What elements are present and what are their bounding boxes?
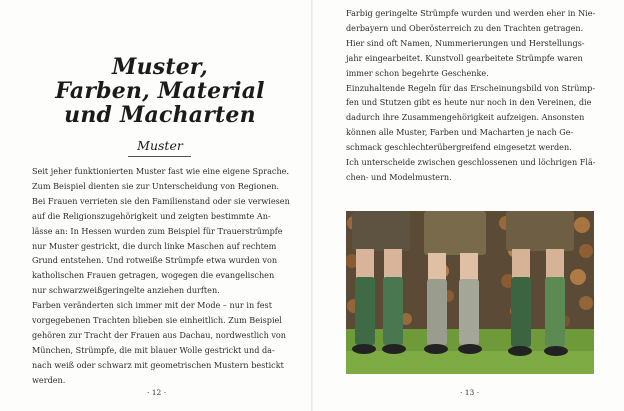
text-line: Ich unterscheide zwischen geschlossenen und löchrigen Flä- [346, 157, 596, 168]
text-line: fen und Stutzen gibt es heute nur noch in den Vereinen, die [346, 97, 592, 108]
sock-light-green [545, 277, 565, 347]
text-line: können alle Muster, Farben und Macharten je nach Ge- [346, 127, 574, 138]
heading-underline [128, 156, 191, 157]
sock-green [355, 277, 375, 345]
left-page [0, 0, 311, 411]
title-line: und Macharten [64, 102, 256, 128]
page-number-left: · 12 · [147, 388, 167, 397]
text-line: katholischen Frauen getragen, wogegen die evangelischen [32, 270, 275, 281]
sock-grey [427, 279, 447, 345]
sock-green [383, 277, 403, 345]
text-line: auf die Religionszugehörigkeit und zeigten bestimmte An- [32, 210, 271, 221]
sock-green [511, 277, 531, 347]
sock-grey [459, 279, 479, 345]
title-line: Farben, Material [55, 78, 265, 104]
text-line: jahr eingearbeitet. Kunstvoll gearbeitete Strümpfe waren [346, 52, 583, 63]
text-line: lässe an: In Hessen wurden zum Beispiel für Trauerstrümpfe [32, 225, 283, 236]
text-line: Bei Frauen verrieten sie den Familienstand oder sie verwiesen [32, 195, 290, 206]
section-heading: Muster [137, 138, 183, 153]
text-line: nach weiß oder schwarz mit geometrischen Mustern bestickt [32, 359, 284, 370]
photo-illustration [346, 211, 594, 374]
text-line: schmack geschlechterübergreifend eingesetzt werden. [346, 142, 572, 153]
text-line: München, Strümpfe, die mit blauer Wolle gestrickt und da- [32, 344, 275, 355]
text-line: gehören zur Tracht der Frauen aus Dachau, nordwestlich von [32, 329, 287, 340]
text-line: chen- und Modelmustern. [346, 171, 452, 182]
text-line: Einzuhaltende Regeln für das Erscheinungsbild von Strümp- [346, 82, 596, 93]
text-line: werden. [32, 374, 66, 385]
text-line: Zum Beispiel dienten sie zur Unterscheidung von Regionen. [32, 180, 280, 191]
text-line: Seit jeher funktionierten Muster fast wie eine eigene Sprache. [32, 166, 290, 176]
text-line: Farben veränderten sich immer mit der Mode – nur in fest [32, 300, 272, 311]
text-line: derbayern und Oberösterreich zu den Trachten getragen. [346, 22, 584, 33]
photo-knee-socks [346, 211, 594, 374]
text-line: immer schon begehrte Geschenke. [346, 67, 489, 78]
text-line: Farbig geringelte Strümpfe wurden und werden eher in Nie- [346, 8, 596, 18]
text-line: Grund entstehen. Und rotweiße Strümpfe etwa wurden von [32, 255, 278, 266]
chapter-title [40, 55, 280, 127]
text-line: nur Muster gestrickt, die durch linke Maschen auf rechtem [32, 240, 277, 251]
right-body-text [346, 6, 604, 185]
text-line: Hier sind oft Namen, Nummerierungen und Herstellungs- [346, 37, 585, 48]
title-line: Muster, [112, 54, 208, 80]
text-line: nur schwarzweißgeringelte anziehen durften. [32, 285, 220, 296]
left-body-text [32, 164, 294, 388]
text-line: dadurch ihre Zusammengehörigkeit aufzeigen. Ansonsten [346, 112, 585, 123]
text-line: vorgegebenen Trachten blieben sie einheitlich. Zum Beispiel [32, 315, 282, 326]
page-number-right: · 13 · [460, 388, 480, 397]
